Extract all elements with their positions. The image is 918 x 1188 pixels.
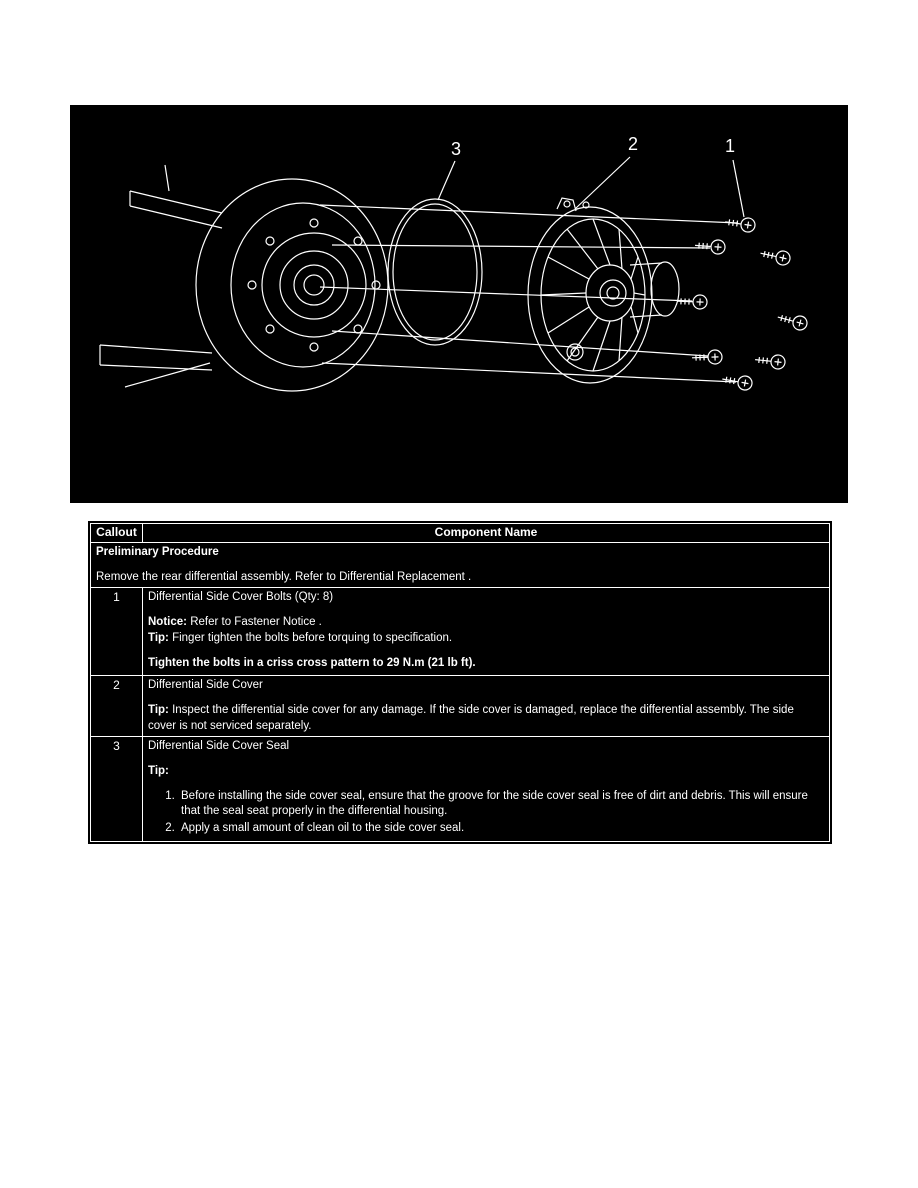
torque-note: Tighten the bolts in a criss cross pattern to 29 N.m (21 lb ft).: [148, 656, 476, 669]
callout-number: 1: [91, 588, 143, 676]
preliminary-procedure-cell: [91, 542, 830, 587]
tip-line: [148, 703, 824, 733]
side-cover: [528, 198, 679, 383]
diagram-line-art: [70, 105, 848, 503]
callout-number: 3: [91, 736, 143, 841]
component-title: Differential Side Cover Bolts (Qty: 8): [148, 591, 334, 604]
bolts-group: [677, 215, 809, 391]
preliminary-procedure-title: Preliminary Procedure: [96, 545, 219, 558]
side-cover-seal: [388, 199, 482, 345]
bolt-icon: [754, 353, 785, 370]
bolt-icon: [692, 350, 722, 365]
exploded-view-diagram: [70, 105, 848, 503]
tip-label: Tip:: [148, 631, 169, 644]
bolt-icon: [776, 310, 809, 331]
bolt-icon: [759, 246, 791, 266]
bolt-icon: [695, 238, 726, 254]
component-description-cell: [143, 588, 830, 676]
component-description-cell: [143, 676, 830, 737]
callout-labels: [438, 134, 744, 217]
notice-label: Notice:: [148, 616, 187, 629]
table-row: [91, 588, 830, 676]
differential-housing: [100, 165, 388, 391]
tip-step: 1. Before installing the side cover seal, ensure that the groove for the side cover seal is free of dirt and debris. This will ensure that the seal seat properly in the differential housing.: [178, 789, 824, 819]
component-table-wrapper: [88, 521, 832, 844]
component-description-cell: [143, 736, 830, 841]
callout-column-header: Callout: [91, 524, 143, 543]
callout-label-1: 1: [724, 136, 736, 156]
component-table: [90, 523, 830, 842]
table-row: [91, 736, 830, 841]
preliminary-procedure-row: [91, 542, 830, 587]
component-title: Differential Side Cover Seal: [148, 739, 290, 752]
tip-text: Finger tighten the bolts before torquing to specification.: [172, 631, 453, 644]
tip-label: Tip:: [148, 764, 169, 777]
bolt-icon: [724, 215, 756, 233]
notice-line: [148, 615, 824, 630]
table-row: [91, 676, 830, 737]
tip-text: Inspect the differential side cover for any damage. If the side cover is damaged, replace the differential assembly. The side cover is not serviced separately.: [148, 704, 794, 732]
bolt-icon: [677, 294, 707, 309]
component-name-column-header: Component Name: [143, 524, 830, 543]
component-title: Differential Side Cover: [148, 679, 263, 692]
callout-label-3: 3: [450, 139, 462, 159]
callout-label-2: 2: [627, 134, 639, 154]
tip-line: [148, 631, 824, 646]
tip-step: 2. Apply a small amount of clean oil to the side cover seal.: [178, 821, 824, 836]
tip-steps-list: [178, 789, 824, 837]
callout-number: 2: [91, 676, 143, 737]
table-header-row: [91, 524, 830, 543]
bolt-axis-lines: [320, 205, 738, 382]
bolt-icon: [721, 372, 753, 391]
notice-text: Refer to Fastener Notice .: [190, 616, 322, 629]
preliminary-procedure-text: Remove the rear differential assembly. Refer to Differential Replacement .: [96, 571, 472, 583]
tip-label: Tip:: [148, 704, 169, 717]
